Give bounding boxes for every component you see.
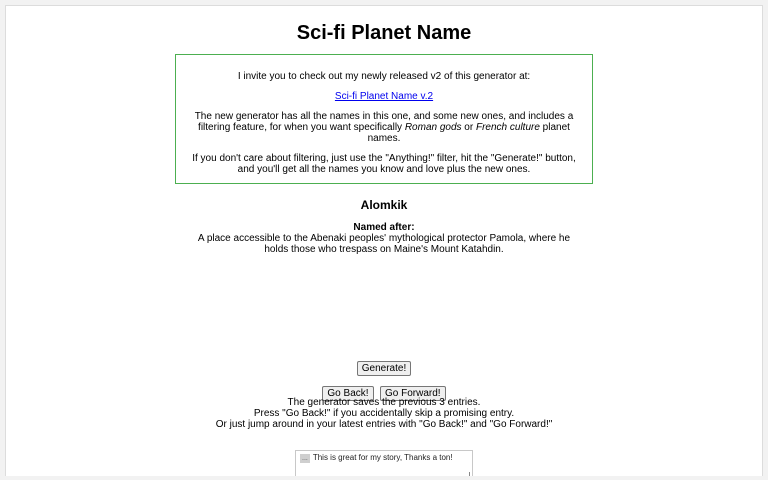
named-after-label: Named after: [353, 222, 415, 233]
features-em-french: French culture [475, 122, 540, 133]
generate-button[interactable]: Generate! [357, 361, 411, 376]
named-after-description: A place accessible to the Abenaki peoples' mythological protector Pamola, where he holds those who trespass on Maine's Mount Katahdin. [197, 233, 571, 255]
named-after-section [186, 222, 582, 255]
notice-link-wrap [186, 91, 582, 102]
features-text-1: The new generator has all the names in this one, and some new ones, and includes a filtering feature, for when you want specifically [194, 111, 574, 133]
page-container [5, 5, 763, 476]
features-text-3: planet names. [367, 122, 570, 144]
go-forward-button[interactable]: Go Forward! [380, 386, 446, 401]
info-line-1: The generator saves the previous 3 entries. [287, 397, 481, 408]
info-line-3: Or just jump around in your latest entries with "Go Back!" and "Go Forward!" [215, 419, 553, 430]
go-back-button[interactable]: Go Back! [322, 386, 373, 401]
comment-text: This is great for my story, Thanks a ton! [312, 453, 453, 462]
generate-row [6, 358, 762, 376]
notice-features [186, 111, 582, 144]
v2-generator-link[interactable]: Sci-fi Planet Name v.2 [334, 91, 434, 102]
info-line-2: Press "Go Back!" if you accidentally skip a promising entry. [253, 408, 515, 419]
generated-planet-name: Alomkik [360, 198, 408, 212]
features-text-2: or [461, 122, 476, 133]
comment-textarea[interactable] [295, 450, 473, 476]
resize-handle-icon[interactable] [465, 472, 470, 476]
notice-intro: I invite you to check out my newly released v2 of this generator at: [237, 71, 531, 82]
page-title: Sci-fi Planet Name [296, 22, 472, 44]
notice-filtering: If you don't care about filtering, just use the "Anything!" filter, hit the "Generate!" button, and you'll get all the names you know and love plus the new ones. [192, 153, 576, 175]
v2-notice-box [175, 54, 593, 184]
comment-tag: ... [302, 455, 308, 462]
features-em-roman: Roman gods [404, 122, 462, 133]
history-info [6, 397, 762, 430]
